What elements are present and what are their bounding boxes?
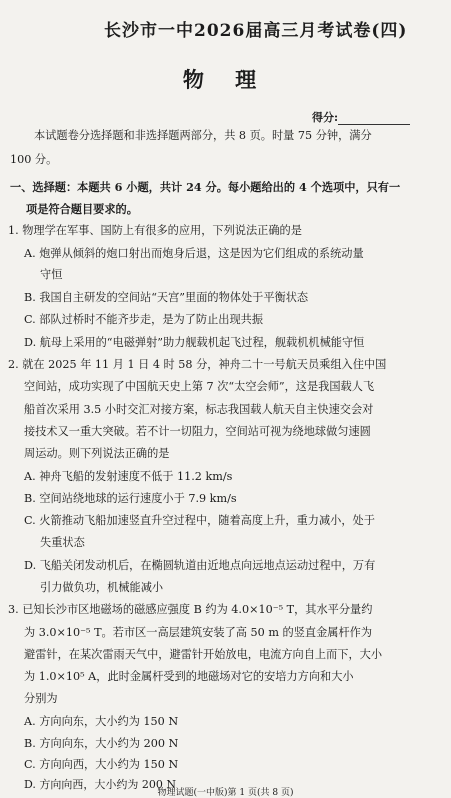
intro-line: 100 分。 <box>10 153 58 166</box>
q3-option-b: B. 方向向东，大小约为 200 N <box>24 737 179 750</box>
q2-option-d-cont: 引力做负功，机械能减小 <box>40 581 164 594</box>
question-1-stem: 1. 物理学在军事、国防上有很多的应用，下列说法正确的是 <box>8 224 302 237</box>
q2-option-c: C. 火箭推动飞船加速竖直升空过程中，随着高度上升，重力减小，处于 <box>24 514 375 527</box>
question-3-stem: 为 1.0×10⁵ A，此时金属杆受到的地磁场对它的安培力方向和大小 <box>24 670 354 683</box>
question-2-stem: 2. 就在 2025 年 11 月 1 日 4 时 58 分，神舟二十一号航天员乘组入住中国 <box>8 358 387 371</box>
question-3-stem: 分别为 <box>24 692 58 705</box>
score-field <box>312 109 410 125</box>
q1-option-a: A. 炮弹从倾斜的炮口射出而炮身后退，这是因为它们组成的系统动量 <box>24 247 364 260</box>
page-footer: 物理试题(一中版)第 1 页(共 8 页) <box>157 788 294 798</box>
exam-title: 长沙市一中2026届高三月考试卷(四) <box>104 21 408 41</box>
question-2-stem: 周运动。则下列说法正确的是 <box>24 447 170 460</box>
q2-option-a: A. 神舟飞船的发射速度不低于 11.2 km/s <box>24 470 233 483</box>
score-blank <box>338 114 410 125</box>
q3-option-a: A. 方向向东，大小约为 150 N <box>24 715 179 728</box>
question-2-stem: 船首次采用 3.5 小时交汇对接方案，标志我国载人航天自主快速交会对 <box>24 403 374 416</box>
question-3-stem: 3. 已知长沙市区地磁场的磁感应强度 B 约为 4.0×10⁻⁵ T，其水平分量约 <box>8 603 373 616</box>
score-label: 得分: <box>312 111 339 124</box>
question-2-stem: 空间站，成功实现了中国航天史上第 7 次“太空会师”，这是我国载人飞 <box>24 380 375 393</box>
question-2-stem: 接技术又一重大突破。若不计一切阻力，空间站可视为绕地球做匀速圆 <box>24 425 371 438</box>
q2-option-c-cont: 失重状态 <box>40 536 85 549</box>
q1-option-d: D. 航母上采用的“电磁弹射”助力舰载机起飞过程，舰载机机械能守恒 <box>24 336 365 349</box>
q3-option-d: D. 方向向西，大小约为 200 N <box>24 778 177 791</box>
question-3-stem: 避雷针，在某次雷雨天气中，避雷针开始放电，电流方向自上而下，大小 <box>24 648 383 661</box>
q2-option-d: D. 飞船关闭发动机后，在椭圆轨道由近地点向远地点运动过程中，万有 <box>24 559 376 572</box>
q1-option-b: B. 我国自主研发的空间站“天宫”里面的物体处于平衡状态 <box>24 291 309 304</box>
q1-option-c: C. 部队过桥时不能齐步走，是为了防止出现共振 <box>24 313 264 326</box>
section-heading: 一、选择题：本题共 6 小题，共计 24 分。每小题给出的 4 个选项中，只有一 <box>10 180 401 194</box>
question-3-stem: 为 3.0×10⁻⁵ T。若市区一高层建筑安装了高 50 m 的竖直金属杆作为 <box>24 626 373 639</box>
q2-option-b: B. 空间站绕地球的运行速度小于 7.9 km/s <box>24 492 237 505</box>
subject-title: 物 理 <box>182 67 269 92</box>
intro-line: 本试题卷分选择题和非选择题两部分，共 8 页。时量 75 分钟，满分 <box>34 129 372 142</box>
q1-option-a-cont: 守恒 <box>40 268 63 281</box>
q3-option-c: C. 方向向西，大小约为 150 N <box>24 758 179 771</box>
section-heading: 项是符合题目要求的。 <box>26 202 138 216</box>
